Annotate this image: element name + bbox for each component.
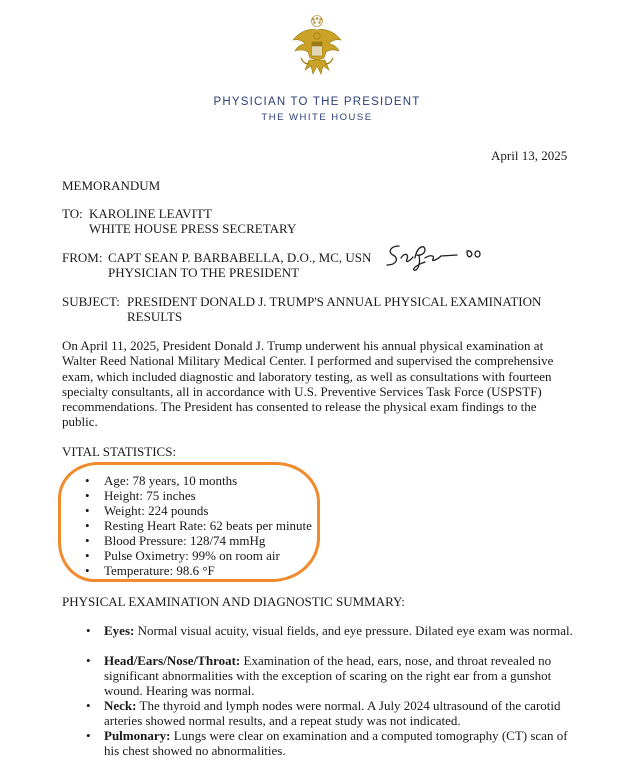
vitals-heading: VITAL STATISTICS: bbox=[62, 444, 177, 459]
to-label: TO: bbox=[62, 206, 83, 221]
exam-heading: PHYSICAL EXAMINATION AND DIAGNOSTIC SUMMARY: bbox=[62, 594, 405, 609]
memo-label: MEMORANDUM bbox=[62, 178, 161, 193]
letterhead-subtitle: THE WHITE HOUSE bbox=[261, 112, 373, 123]
presidential-seal-icon bbox=[291, 14, 343, 80]
letterhead-title: PHYSICIAN TO THE PRESIDENT bbox=[213, 96, 421, 108]
from-name: CAPT SEAN P. BARBABELLA, D.O., MC, USN bbox=[108, 250, 372, 265]
to-name: KAROLINE LEAVITT bbox=[89, 206, 212, 221]
from-label: FROM: bbox=[62, 250, 103, 265]
subject-line2: RESULTS bbox=[127, 309, 183, 324]
subject-label: SUBJECT: bbox=[62, 294, 120, 309]
intro-paragraph: On April 11, 2025, President Donald J. Trump underwent his annual physical examination at Walter Reed National Military Medical Center. I performed and supervised the comprehensive exam, which included diagnostic and laboratory testing, as well as consultations with fourteen specialty consultants, all in accordance with U.S. Preventive Services Task Force (USPSTF) recommendations. The President has consented to release the physical exam findings to the public. bbox=[62, 338, 554, 430]
memo-date: April 13, 2025 bbox=[491, 148, 568, 163]
subject-line1: PRESIDENT DONALD J. TRUMP'S ANNUAL PHYSICAL EXAMINATION bbox=[127, 294, 542, 309]
to-title: WHITE HOUSE PRESS SECRETARY bbox=[89, 221, 297, 236]
from-title: PHYSICIAN TO THE PRESIDENT bbox=[108, 265, 300, 280]
vitals-highlight-circle bbox=[58, 462, 320, 582]
memo-page: PHYSICIAN TO THE PRESIDENT THE WHITE HOUSE April 13, 2025 MEMORANDUM TO: KAROLINE LEAVITT WHITE HOUSE PRESS SECRETARY FROM: CAPT SEAN P. BARBABELLA, D.O., MC, USN PHYSICIAN TO THE PRESIDENT SUBJECT: PRESIDENT DONALD J. TRUMP'S ANNUAL PHYSICAL EXAMINATION RESULTS On April 11, 2025, President Donald J. Trump underwent his annual physical examination at Walter Reed National Military Medical Center. I performed and supervised the comprehensive exam, which included diagnostic and laboratory testing, as well as consultations with fourteen specialty consultants, all in accordance with U.S. Preventive Services Task Force (USPSTF) recommendations. The President has consented to release the physical exam findings to the public. VITAL STATISTICS: • Age: 78 years, 10 months • Height: 75 inches • Weight: 224 pounds • Resting Heart Rate: 62 beats per minute • Blood Pressure: 128/74 mmHg • Pulse Oximetry: 99% on room air • Temperature: 98.6 °F PHYSICAL EXAMINATION AND DIAGNOSTIC SUMMARY: • Eyes: Normal visual acuity, visual fields, and eye pressure. Dilated eye exam was normal. • Head/Ears/Nose/Throat: Examination of the head, ears, nose, and throat revealed no significant abnormalities with the exception of scaring on the right ear from a gunshot wound. Hearing was normal. • Neck: The thyroid and lymph nodes were normal. A July 2024 ultrasound of the carotid arteries showed normal results, and a repeat study was not indicated. • Pulmonary: Lungs were clear on examination and a computed tomography (CT) scan of his chest showed no abnormalities. bbox=[0, 0, 634, 781]
handwritten-signature-icon bbox=[381, 238, 491, 274]
